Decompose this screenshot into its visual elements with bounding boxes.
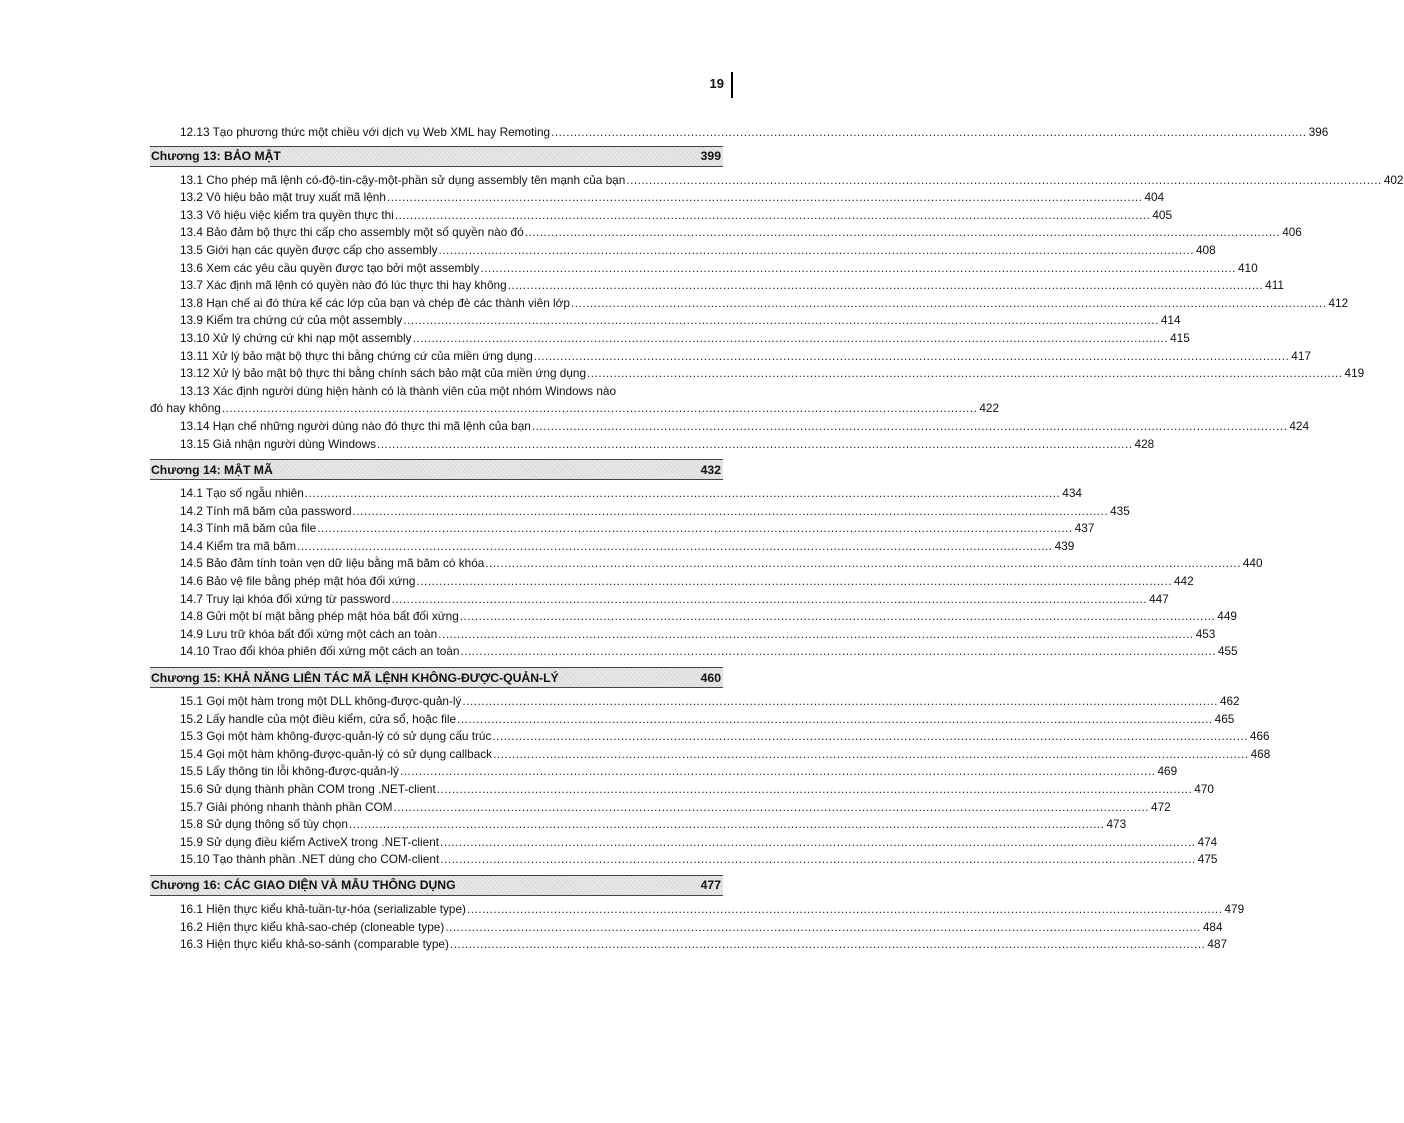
- toc-entry[interactable]: [150, 485, 1082, 503]
- toc-entry[interactable]: [150, 418, 1310, 436]
- toc-entry[interactable]: [150, 172, 1404, 190]
- dot-leader: [551, 124, 1307, 142]
- entry-page: 487: [1207, 937, 1228, 952]
- entry-title: 13.9 Kiểm tra chứng cứ của một assembly: [180, 313, 403, 328]
- entry-page: 442: [1174, 574, 1194, 589]
- dot-leader: [508, 277, 1264, 295]
- entry-page: 404: [1144, 190, 1165, 205]
- entry-title: 15.8 Sử dụng thông số tùy chọn: [180, 817, 348, 832]
- entry-title: 14.5 Bảo đảm tính toàn vẹn dữ liệu bằng mã băm có khóa: [180, 556, 485, 571]
- entry-title: 14.1 Tạo số ngẫu nhiên: [180, 486, 304, 501]
- entry-page: 466: [1249, 729, 1270, 744]
- toc-entry[interactable]: [150, 728, 1270, 746]
- entry-title: 14.8 Gửi một bí mật bằng phép mật hóa bất đối xứng: [180, 609, 459, 624]
- entry-page: 469: [1157, 764, 1178, 779]
- dot-leader: [403, 312, 1159, 330]
- dot-leader: [457, 711, 1213, 729]
- entry-title: 12.13 Tạo phương thức một chiều với dịch vụ Web XML hay Remoting: [180, 125, 551, 139]
- toc-entry[interactable]: [150, 799, 1171, 817]
- dot-leader: [438, 242, 1194, 260]
- toc-entry[interactable]: [150, 242, 1216, 260]
- entry-title: 13.12 Xử lý bảo mật bộ thực thi bằng chính sách bảo mật của miền ứng dụng: [180, 366, 587, 381]
- chapter-title: Chương 14: MẬT MÃ: [151, 462, 273, 477]
- entry-page: 411: [1265, 278, 1284, 293]
- entry-page: 479: [1224, 901, 1245, 916]
- toc-entry[interactable]: [150, 851, 1218, 869]
- dot-leader: [400, 763, 1156, 781]
- entry-page: 472: [1151, 799, 1171, 814]
- entry-title: 14.4 Kiểm tra mã băm: [180, 538, 297, 553]
- dot-leader: [297, 538, 1053, 556]
- entry-continuation-line: [150, 400, 1000, 418]
- entry-title: 15.3 Gọi một hàm không-được-quản-lý có sử dụng cấu trúc: [180, 729, 492, 744]
- dot-leader: [437, 781, 1193, 799]
- entry-page: 402: [1383, 172, 1404, 187]
- dot-leader: [438, 626, 1194, 644]
- dot-leader: [395, 207, 1151, 225]
- entry-page: 414: [1160, 313, 1181, 328]
- dot-leader: [413, 330, 1169, 348]
- entry-title: 13.15 Giả nhận người dùng Windows: [180, 436, 376, 451]
- dot-leader: [305, 485, 1061, 503]
- chapter-page: 432: [700, 462, 721, 477]
- dot-leader: [493, 746, 1249, 764]
- dot-leader: [534, 348, 1290, 366]
- toc-entry[interactable]: [150, 746, 1271, 764]
- toc-entry[interactable]: [150, 711, 1235, 729]
- entry-page: 484: [1202, 919, 1223, 934]
- entry-page: 439: [1054, 538, 1075, 553]
- chapter-page: 399: [700, 149, 721, 164]
- entry-title: 14.10 Trao đổi khóa phiên đối xứng một cách an toàn: [180, 644, 460, 659]
- entry-page: 468: [1250, 746, 1271, 761]
- entry-title: 13.13 Xác định người dùng hiện hành có là thành viên của một nhóm Windows nào: [180, 383, 617, 398]
- table-of-contents: [150, 124, 1404, 954]
- entry-page: 462: [1219, 694, 1240, 709]
- dot-leader: [416, 573, 1172, 591]
- chapter-title: Chương 16: CÁC GIAO DIỆN VÀ MẪU THÔNG DỤNG: [151, 878, 456, 893]
- entry-page: 396: [1308, 125, 1329, 139]
- entry-title: 15.2 Lấy handle của một điều kiểm, cửa sổ, hoặc file: [180, 711, 457, 726]
- dot-leader: [387, 189, 1143, 207]
- dot-leader: [460, 608, 1216, 626]
- entry-page: 419: [1344, 366, 1365, 381]
- entry-title: 14.6 Bảo vệ file bằng phép mật hóa đối xứng: [180, 574, 416, 589]
- entry-page: 408: [1196, 242, 1216, 257]
- toc-entry[interactable]: [150, 919, 1223, 937]
- toc-entry[interactable]: [150, 591, 1169, 609]
- dot-leader: [377, 436, 1133, 454]
- dot-leader: [467, 901, 1223, 919]
- toc-entry[interactable]: [150, 626, 1216, 644]
- toc-entry[interactable]: [150, 207, 1173, 225]
- toc-entry[interactable]: [150, 295, 1349, 313]
- entry-title: 15.10 Tạo thành phần .NET dùng cho COM-client: [180, 852, 440, 867]
- toc-entry[interactable]: [150, 781, 1214, 799]
- entry-title: 13.3 Vô hiệu việc kiểm tra quyền thực thi: [180, 207, 394, 222]
- entry-page: 406: [1282, 225, 1302, 240]
- entry-page: 405: [1152, 207, 1173, 222]
- dot-leader: [485, 555, 1241, 573]
- toc-entry[interactable]: [150, 538, 1075, 556]
- entry-page: 475: [1197, 852, 1218, 867]
- entry-page: 422: [979, 401, 1000, 416]
- entry-page: 453: [1195, 626, 1216, 641]
- entry-page: 449: [1217, 609, 1237, 624]
- chapter-heading[interactable]: [150, 146, 723, 167]
- page-number: 19: [709, 76, 724, 91]
- toc-entry[interactable]: [150, 312, 1181, 330]
- page-header: [700, 72, 736, 98]
- toc-entry[interactable]: [150, 383, 1000, 418]
- dot-leader: [222, 400, 978, 418]
- chapter-page: 460: [700, 670, 721, 685]
- dot-leader: [480, 260, 1236, 278]
- entry-title: 13.4 Bảo đảm bộ thực thi cấp cho assembly một số quyền nào đó: [180, 225, 524, 240]
- toc-entry[interactable]: [150, 834, 1218, 852]
- header-divider: [731, 72, 733, 98]
- entry-page: 437: [1074, 521, 1095, 536]
- entry-title: 13.8 Hạn chế ai đó thừa kế các lớp của bạn và chép đè các thành viên lớp: [180, 295, 570, 310]
- toc-entry[interactable]: [150, 277, 1284, 295]
- entry-title: 14.7 Truy lại khóa đối xứng từ password: [180, 591, 391, 606]
- toc-entry[interactable]: [150, 816, 1127, 834]
- dot-leader: [353, 503, 1109, 521]
- entry-title: 15.5 Lấy thông tin lỗi không-được-quản-lý: [180, 764, 399, 779]
- dot-leader: [587, 365, 1343, 383]
- entry-title: 13.1 Cho phép mã lệnh có-độ-tin-cậy-một-phần sử dụng assembly tên mạnh của bạn: [180, 172, 626, 187]
- entry-page: 410: [1237, 260, 1258, 275]
- dot-leader: [462, 693, 1218, 711]
- toc-entry[interactable]: [150, 503, 1130, 521]
- dot-leader: [392, 591, 1148, 609]
- dot-leader: [571, 295, 1327, 313]
- toc-entry[interactable]: [150, 643, 1238, 661]
- entry-page: 455: [1217, 644, 1238, 659]
- toc-entry[interactable]: [150, 573, 1194, 591]
- dot-leader: [394, 799, 1150, 817]
- entry-page: 470: [1194, 782, 1214, 796]
- toc-entry[interactable]: [150, 520, 1095, 538]
- dot-leader: [440, 851, 1196, 869]
- entry-title: 13.14 Hạn chế những người dùng nào đó thực thi mã lệnh của bạn: [180, 418, 531, 433]
- entry-title: 15.7 Giải phóng nhanh thành phần COM: [180, 799, 393, 814]
- dot-leader: [440, 834, 1196, 852]
- dot-leader: [626, 172, 1382, 190]
- entry-page: 434: [1062, 486, 1082, 501]
- entry-title: 13.2 Vô hiệu bảo mật truy xuất mã lệnh: [180, 190, 386, 205]
- toc-entry[interactable]: [150, 365, 1365, 383]
- entry-page: 465: [1214, 711, 1235, 726]
- dot-leader: [349, 816, 1105, 834]
- dot-leader: [492, 728, 1248, 746]
- toc-entry[interactable]: [150, 555, 1263, 573]
- entry-title: 14.9 Lưu trữ khóa bất đối xứng một cách an toàn: [180, 626, 438, 641]
- dot-leader: [317, 520, 1073, 538]
- entry-title: 16.1 Hiện thực kiểu khả-tuần-tự-hóa (serializable type): [180, 901, 466, 916]
- entry-title-continued: đó hay không: [150, 401, 221, 416]
- entry-page: 412: [1328, 295, 1349, 310]
- entry-title: 13.5 Giới hạn các quyền được cấp cho assembly: [180, 242, 438, 257]
- entry-page: 447: [1149, 591, 1169, 606]
- entry-title: 13.10 Xử lý chứng cứ khi nạp một assembly: [180, 330, 412, 345]
- entry-title: 16.3 Hiện thực kiểu khả-so-sánh (comparable type): [180, 937, 449, 952]
- toc-entry[interactable]: [150, 763, 1178, 781]
- toc-entry[interactable]: [150, 436, 1155, 454]
- entry-page: 424: [1289, 418, 1310, 433]
- dot-leader: [532, 418, 1288, 436]
- entry-page: 417: [1291, 348, 1311, 363]
- entry-page: 415: [1170, 330, 1190, 345]
- chapter-title: Chương 13: BẢO MẬT: [151, 149, 281, 164]
- entry-page: 428: [1134, 436, 1155, 451]
- dot-leader: [525, 224, 1281, 242]
- entry-title: 13.11 Xử lý bảo mật bộ thực thi bằng chứng cứ của miền ứng dụng: [180, 348, 533, 363]
- dot-leader: [450, 936, 1206, 954]
- dot-leader: [460, 643, 1216, 661]
- toc-entry[interactable]: [150, 348, 1311, 366]
- toc-entry[interactable]: [150, 330, 1190, 348]
- chapter-heading[interactable]: [150, 459, 723, 480]
- toc-entry[interactable]: [150, 693, 1240, 711]
- toc-entry[interactable]: [150, 124, 1329, 142]
- entry-title: 13.7 Xác định mã lệnh có quyền nào đó lúc thực thi hay không: [180, 278, 507, 293]
- entry-title: 16.2 Hiện thực kiểu khả-sao-chép (cloneable type): [180, 919, 445, 934]
- chapter-heading[interactable]: [150, 667, 723, 688]
- entry-page: 473: [1106, 817, 1127, 832]
- toc-entry[interactable]: [150, 608, 1237, 626]
- entry-page: 435: [1110, 503, 1130, 518]
- entry-title: 14.3 Tính mã băm của file: [180, 521, 317, 536]
- entry-page: 474: [1197, 834, 1218, 849]
- entry-title: 15.4 Gọi một hàm không-được-quản-lý có sử dụng callback: [180, 746, 493, 761]
- entry-title: 15.6 Sử dụng thành phần COM trong .NET-client: [180, 782, 436, 796]
- toc-entry[interactable]: [150, 189, 1165, 207]
- toc-entry[interactable]: [150, 936, 1228, 954]
- entry-title: 14.2 Tính mã băm của password: [180, 503, 352, 518]
- entry-page: 440: [1242, 556, 1263, 571]
- chapter-title: Chương 15: KHẢ NĂNG LIÊN TÁC MÃ LỆNH KHÔNG-ĐƯỢC-QUẢN-LÝ: [151, 670, 559, 685]
- chapter-heading[interactable]: [150, 875, 723, 896]
- toc-entry[interactable]: [150, 224, 1302, 242]
- entry-title: 15.9 Sử dụng điều kiểm ActiveX trong .NET-client: [180, 834, 440, 849]
- chapter-page: 477: [700, 878, 721, 893]
- toc-entry[interactable]: [150, 260, 1258, 278]
- dot-leader: [445, 919, 1201, 937]
- entry-title: 13.6 Xem các yêu cầu quyền được tạo bởi một assembly: [180, 260, 480, 275]
- toc-entry[interactable]: [150, 901, 1245, 919]
- entry-title: 15.1 Gọi một hàm trong một DLL không-được-quản-lý: [180, 694, 462, 709]
